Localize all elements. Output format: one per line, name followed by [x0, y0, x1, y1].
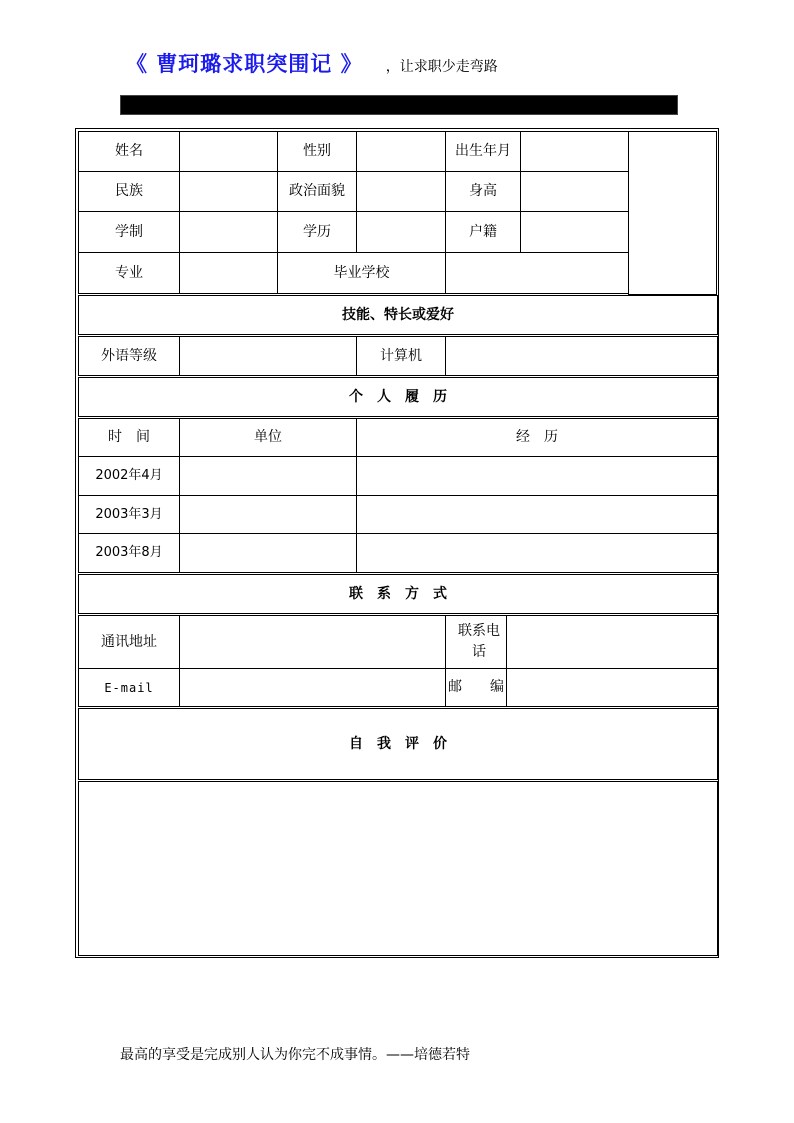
postcode-field[interactable]: [506, 668, 718, 707]
major-field[interactable]: [179, 252, 278, 294]
unit-column-header: 单位: [179, 418, 357, 457]
document-title: 《 曹珂璐求职突围记 》: [126, 51, 363, 76]
major-label: 专业: [78, 252, 180, 294]
postcode-label: 邮 编: [445, 668, 507, 707]
history-date-1: 2002年4月: [78, 456, 180, 496]
email-label: E-mail: [78, 668, 180, 707]
birth-label: 出生年月: [445, 131, 521, 172]
name-field[interactable]: [179, 131, 278, 172]
name-label: 姓名: [78, 131, 180, 172]
height-label: 身高: [445, 171, 521, 212]
history-unit-2[interactable]: [179, 495, 357, 534]
history-heading: 个 人 履 历: [78, 377, 718, 417]
political-field[interactable]: [356, 171, 446, 212]
redacted-bar: [120, 95, 678, 115]
birth-field[interactable]: [520, 131, 629, 172]
ethnicity-label: 民族: [78, 171, 180, 212]
history-date-3: 2003年8月: [78, 533, 180, 573]
experience-column-header: 经 历: [356, 418, 718, 457]
history-experience-1[interactable]: [356, 456, 718, 496]
household-label: 户籍: [445, 211, 521, 253]
schooling-label: 学制: [78, 211, 180, 253]
computer-field[interactable]: [445, 336, 718, 376]
evaluation-field[interactable]: [78, 781, 718, 956]
footer-quote: 最高的享受是完成别人认为你完不成事情。——培德若特: [120, 1047, 470, 1063]
phone-label: 联系电话: [445, 615, 507, 669]
language-field[interactable]: [179, 336, 357, 376]
history-experience-3[interactable]: [356, 533, 718, 573]
phone-field[interactable]: [506, 615, 718, 669]
document-subtitle: ，让求职少走弯路: [385, 59, 498, 75]
ethnicity-field[interactable]: [179, 171, 278, 212]
address-label: 通讯地址: [78, 615, 180, 669]
height-field[interactable]: [520, 171, 629, 212]
contact-heading: 联 系 方 式: [78, 574, 718, 614]
page-header: [126, 48, 498, 78]
household-field[interactable]: [520, 211, 629, 253]
language-label: 外语等级: [78, 336, 180, 376]
political-label: 政治面貌: [277, 171, 357, 212]
education-field[interactable]: [356, 211, 446, 253]
computer-label: 计算机: [356, 336, 446, 376]
education-label: 学历: [277, 211, 357, 253]
evaluation-heading: 自 我 评 价: [78, 708, 718, 780]
school-field[interactable]: [445, 252, 629, 294]
history-unit-1[interactable]: [179, 456, 357, 496]
history-experience-2[interactable]: [356, 495, 718, 534]
history-date-2: 2003年3月: [78, 495, 180, 534]
schooling-field[interactable]: [179, 211, 278, 253]
history-unit-3[interactable]: [179, 533, 357, 573]
email-field[interactable]: [179, 668, 446, 707]
address-field[interactable]: [179, 615, 446, 669]
gender-label: 性别: [277, 131, 357, 172]
time-column-header: 时 间: [78, 418, 180, 457]
gender-field[interactable]: [356, 131, 446, 172]
school-label: 毕业学校: [277, 252, 446, 294]
photo-box[interactable]: [628, 131, 717, 295]
skills-heading: 技能、特长或爱好: [78, 295, 718, 335]
